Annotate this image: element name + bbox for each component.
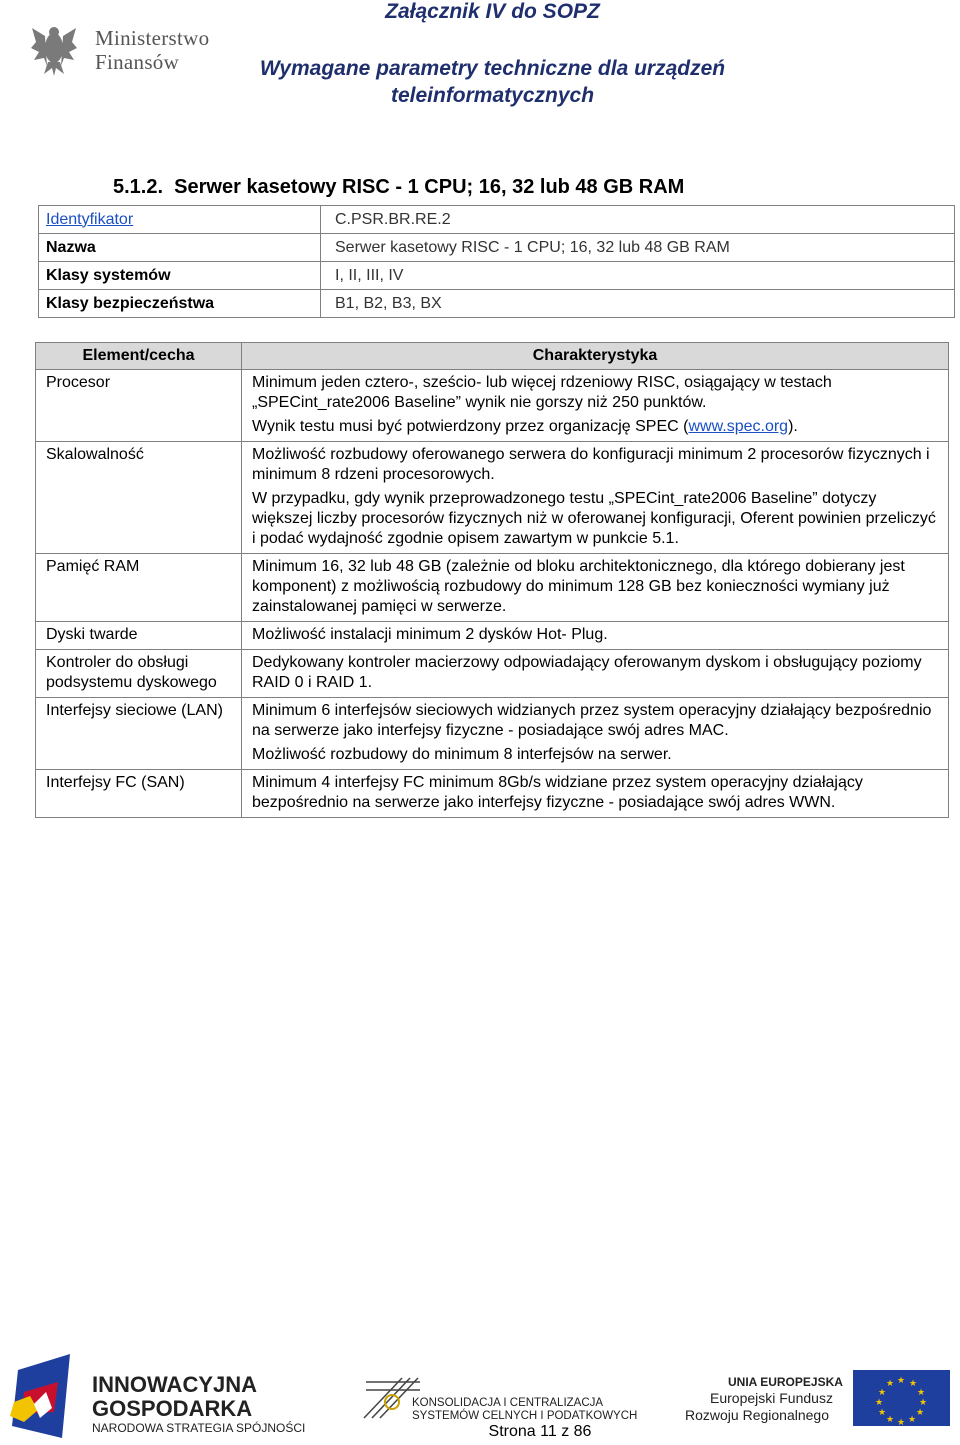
spec-header-row bbox=[36, 343, 949, 370]
identifier-link[interactable]: Identyfikator bbox=[46, 210, 134, 228]
svg-text:★: ★ bbox=[885, 1415, 895, 1425]
spec-row bbox=[36, 770, 949, 818]
section-title: Serwer kasetowy RISC - 1 CPU; 16, 32 lub 48 GB RAM bbox=[174, 176, 685, 198]
spec-paragraph: Możliwość instalacji minimum 2 dysków Hot- Plug. bbox=[252, 626, 608, 643]
konsol-line2: SYSTEMÓW CELNYCH I PODATKOWYCH bbox=[412, 1410, 638, 1422]
svg-text:★: ★ bbox=[896, 1418, 906, 1428]
ident-label: Nazwa bbox=[39, 234, 321, 262]
spec-paragraph: Możliwość rozbudowy oferowanego serwera do konfiguracji minimum 2 procesorów fizycznych i minimum 8 rdzeni procesorowych. bbox=[252, 446, 930, 483]
ident-value: Serwer kasetowy RISC - 1 CPU; 16, 32 lub 48 GB RAM bbox=[321, 234, 955, 262]
spec-row bbox=[36, 554, 949, 622]
svg-text:★: ★ bbox=[885, 1379, 895, 1389]
svg-text:★: ★ bbox=[907, 1415, 917, 1425]
ident-label[interactable] bbox=[39, 206, 321, 234]
eu-line3: Rozwoju Regionalnego bbox=[685, 1407, 829, 1423]
page-number: Strona 11 z 86 bbox=[488, 1423, 592, 1440]
spec-row bbox=[36, 622, 949, 650]
spec-paragraph: Minimum jeden cztero-, sześcio- lub więcej rdzeniowy RISC, osiągający w testach „SPECint_rate2006 Baseline” wynik nie gorszy niż 250 punktów. bbox=[252, 374, 832, 411]
spec-description bbox=[242, 650, 949, 698]
spec-text: Wynik testu musi być potwierdzony przez organizację SPEC ( bbox=[252, 418, 689, 435]
section-number: 5.1.2. bbox=[113, 176, 164, 198]
konsol-line1: KONSOLIDACJA I CENTRALIZACJA bbox=[412, 1397, 604, 1409]
spec-row bbox=[36, 370, 949, 442]
svg-text:★: ★ bbox=[874, 1398, 884, 1408]
ident-row bbox=[39, 206, 955, 234]
ident-label: Klasy bezpieczeństwa bbox=[39, 290, 321, 318]
spec-element: Interfejsy sieciowe (LAN) bbox=[36, 698, 242, 770]
spec-element: Procesor bbox=[36, 370, 242, 442]
ident-value: C.PSR.BR.RE.2 bbox=[321, 206, 955, 234]
spec-description bbox=[242, 770, 949, 818]
ministry-line2: Finansów bbox=[95, 50, 180, 74]
document-title-line1: Wymagane parametry techniczne dla urządzeń bbox=[259, 57, 726, 80]
svg-text:★: ★ bbox=[908, 1379, 918, 1389]
spec-row bbox=[36, 650, 949, 698]
spec-element: Kontroler do obsługi podsystemu dyskowego bbox=[36, 650, 242, 698]
spec-paragraph: Możliwość rozbudowy do minimum 8 interfejsów na serwer. bbox=[252, 746, 672, 763]
spec-element: Dyski twarde bbox=[36, 622, 242, 650]
column-header-element: Element/cecha bbox=[36, 343, 242, 370]
spec-element: Skalowalność bbox=[36, 442, 242, 554]
spec-description bbox=[242, 442, 949, 554]
ident-row bbox=[39, 262, 955, 290]
eu-fund-logo bbox=[680, 1370, 955, 1430]
spec-description bbox=[242, 370, 949, 442]
spec-row bbox=[36, 698, 949, 770]
spec-text: ). bbox=[788, 418, 798, 435]
spec-table bbox=[35, 342, 949, 818]
svg-text:★: ★ bbox=[918, 1398, 928, 1408]
spec-paragraph bbox=[252, 417, 938, 437]
spec-paragraph: Dedykowany kontroler macierzowy odpowiadający oferowanym dyskom i obsługujący poziomy RAID 0 i RAID 1. bbox=[252, 654, 922, 691]
svg-text:★: ★ bbox=[916, 1388, 926, 1398]
eu-line2: Europejski Fundusz bbox=[710, 1390, 833, 1406]
document-title bbox=[0, 55, 960, 109]
spec-paragraph: Minimum 6 interfejsów sieciowych widzianych przez system operacyjny działający bezpośrednio na serwerze jako interfejsy fizyczne - posiadające swój adres MAC. bbox=[252, 702, 932, 739]
ident-label: Klasy systemów bbox=[39, 262, 321, 290]
inno-line1: INNOWACYJNA bbox=[92, 1372, 258, 1397]
spec-description bbox=[242, 622, 949, 650]
inno-line3: NARODOWA STRATEGIA SPÓJNOŚCI bbox=[92, 1421, 306, 1435]
ident-value: B1, B2, B3, BX bbox=[321, 290, 955, 318]
column-header-characteristic: Charakterystyka bbox=[242, 343, 949, 370]
annex-title: Załącznik IV do SOPZ bbox=[385, 0, 600, 23]
ident-table bbox=[38, 205, 955, 318]
ident-row bbox=[39, 290, 955, 318]
spec-paragraph: Minimum 4 interfejsy FC minimum 8Gb/s widziane przez system operacyjny działający bezpośrednio na serwerze jako interfejsy fizyczne - posiadające swój adres WWN. bbox=[252, 774, 863, 811]
spec-description bbox=[242, 554, 949, 622]
spec-element: Interfejsy FC (SAN) bbox=[36, 770, 242, 818]
consolidation-icon bbox=[362, 1368, 642, 1428]
spec-row bbox=[36, 442, 949, 554]
inno-line2: GOSPODARKA bbox=[92, 1396, 253, 1421]
spec-element: Pamięć RAM bbox=[36, 554, 242, 622]
ident-value: I, II, III, IV bbox=[321, 262, 955, 290]
ident-row bbox=[39, 234, 955, 262]
ministry-line1: Ministerstwo bbox=[95, 26, 210, 50]
eu-line1: UNIA EUROPEJSKA bbox=[728, 1375, 843, 1389]
spec-paragraph: W przypadku, gdy wynik przeprowadzonego testu „SPECint_rate2006 Baseline” dotyczy większej liczby procesorów fizycznych niż w oferowanej konfiguracji, Oferent powinien przeliczyć i podać wydajność zgodnie opisem zawartym w punkcie 5.1. bbox=[252, 490, 936, 547]
svg-text:★: ★ bbox=[915, 1408, 925, 1418]
section-heading bbox=[113, 176, 684, 199]
spec-org-link[interactable]: www.spec.org bbox=[688, 418, 789, 435]
eu-flag-icon bbox=[680, 1370, 955, 1430]
svg-text:★: ★ bbox=[877, 1408, 887, 1418]
spec-description bbox=[242, 698, 949, 770]
spec-paragraph: Minimum 16, 32 lub 48 GB (zależnie od bloku architektonicznego, dla którego dobierany jest komponent) z możliwością rozbudowy do minimum 128 GB bez konieczności wymiany już zainstalowanej pamięci w serwerze. bbox=[252, 558, 905, 615]
document-title-line2: teleinformatycznych bbox=[390, 84, 595, 107]
consolidation-logo bbox=[362, 1368, 642, 1428]
svg-text:★: ★ bbox=[877, 1388, 887, 1398]
svg-text:★: ★ bbox=[896, 1376, 906, 1386]
